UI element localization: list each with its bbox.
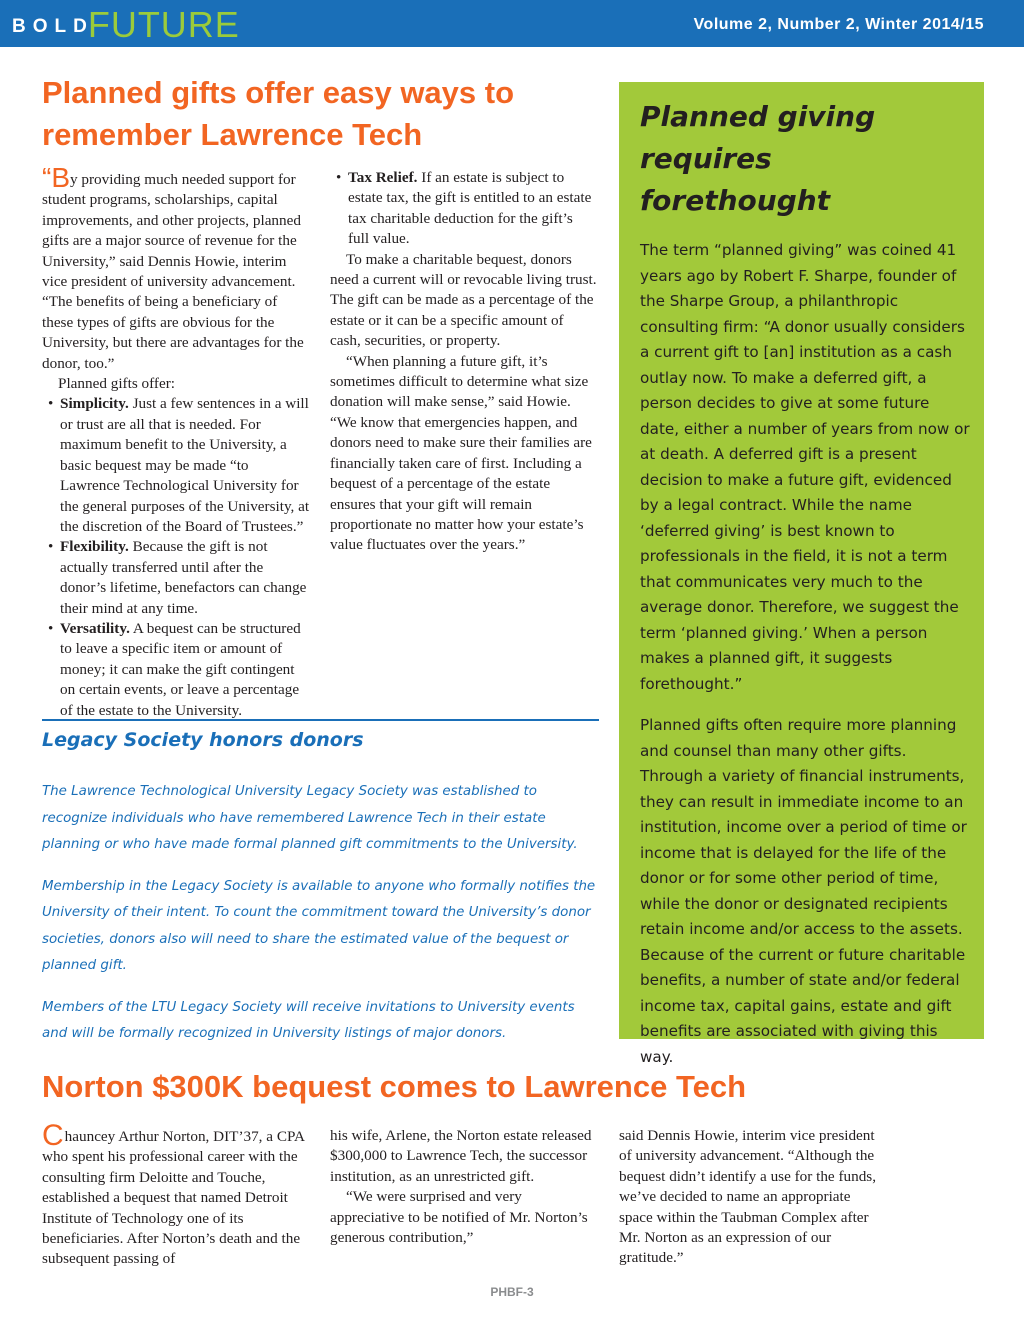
norton-column-3	[619, 1126, 887, 1269]
bullet-text: Just a few sentences in a will or trust are all that is needed. For maximum benefit to the University, a basic bequest may be made “to Lawrence Technological University for the general purposes of the University, at the discretion of the Board of Trustees.”	[60, 395, 310, 535]
norton-paragraph: his wife, Arlene, the Norton estate released $300,000 to Lawrence Tech, the successor institution, as an unrestricted gift.	[330, 1127, 592, 1185]
masthead	[0, 0, 1024, 47]
bullet-text: A bequest can be structured to leave a specific item or amount of money; it can make the gift contingent on certain events, or leave a percentage of the estate to the University.	[60, 619, 301, 719]
benefit-list	[42, 394, 312, 721]
sidebar-paragraph: Planned gifts often require more planning and counsel than many other gifts. Through a variety of financial instruments, they can result in immediate income to an institution, income over a period of time or income that is delayed for the life of the donor or for some other period of time, while the donor or designated recipients retain income and/or access to the assets. Because of the current or future charitable benefits, a number of state and/or federal income tax, capital gains, estate and gift benefits are associated with giving this way.	[640, 716, 967, 1066]
drop-cap: C	[42, 1119, 64, 1152]
brand-logo	[12, 4, 240, 44]
bullet-text: Because the gift is not actually transferred until after the donor’s lifetime, benefactors can change their mind at any time.	[60, 538, 307, 617]
norton-paragraph: “We were surprised and very appreciative to be notified of Mr. Norton’s generous contribution,”	[330, 1188, 588, 1247]
norton-headline: Norton $300K bequest comes to Lawrence Tech	[42, 1069, 747, 1104]
lead-paragraph	[42, 162, 312, 374]
section-divider	[42, 719, 599, 721]
norton-column-2	[330, 1126, 598, 1248]
bullet-text: If an estate is subject to estate tax, the gift is entitled to an estate tax charitable deduction for the gift’s full value.	[348, 169, 592, 248]
legacy-body	[42, 779, 602, 1063]
bullet-term: Flexibility.	[60, 538, 129, 556]
list-item	[60, 394, 312, 537]
bullet-term: Tax Relief.	[348, 169, 418, 186]
legacy-paragraph: Members of the LTU Legacy Society will receive invitations to University events and will be formally recognized in University listings of major donors.	[42, 999, 575, 1041]
brand-bold: BOLD	[12, 16, 94, 37]
quote-mark: “	[42, 162, 52, 193]
article-headline: Planned gifts offer easy ways to remember Lawrence Tech	[42, 75, 515, 152]
norton-paragraph: said Dennis Howie, interim vice president of university advancement. “Although the bequest didn’t identify a use for the funds, we’ve decided to name an appropriate space within the Taubman Complex after Mr. Norton as an expression of our gratitude.”	[619, 1127, 877, 1267]
norton-lead	[42, 1119, 312, 1270]
lead-text: y providing much needed support for student programs, scholarships, capital improvements, and other projects, planned gifts are a major source of revenue for the University,” said Dennis Howie, interim vice president of university advancement. “The benefits of being a beneficiary of these types of gifts are obvious for the University, but there are advantages for the donor, too.”	[42, 171, 304, 372]
quote-paragraph: “When planning a future gift, it’s sometimes difficult to determine what size donation will make sense,” said Howie. “We know that emergencies happen, and donors need to make sure their families are financially taken care of first. Including a bequest of a percentage of the estate ensures that your gift will remain proportionate no matter how your estate’s value fluctuates over the years.”	[330, 352, 592, 554]
brand-future: FUTURE	[87, 4, 240, 45]
bullet-term: Simplicity.	[60, 395, 129, 413]
sidebar-box	[619, 82, 984, 1066]
norton-column-1	[42, 1119, 312, 1270]
sidebar-paragraph: The term “planned giving” was coined 41 years ago by Robert F. Sharpe, founder of the Sharpe Group, a philanthropic consulting firm: “A donor usually considers a current gift to [an] institution as a cash outlay now. To make a deferred gift, a person decides to give at some future date, either a number of years from now or at death. A deferred gift is a present decision to make a future gift, evidenced by a legal contract. While the name ‘deferred giving’ is best known to professionals in the field, it is not a term that communicates very much to the average donor. Therefore, we suggest the term ‘planned giving.’ When a person makes a planned gift, it suggests forethought.”	[640, 241, 970, 693]
legacy-title: Legacy Society honors donors	[42, 729, 364, 751]
article-column-2	[330, 168, 597, 556]
list-item	[348, 168, 597, 250]
issue-info: Volume 2, Number 2, Winter 2014/15	[693, 16, 984, 33]
article-column-1	[42, 162, 312, 721]
benefit-list-continued	[330, 168, 597, 250]
list-item	[60, 537, 312, 619]
legacy-paragraph: Membership in the Legacy Society is available to anyone who formally notifies the University of their intent. To count the commitment toward the University’s donor societies, donors also will need to share the estimated value of the bequest or planned gift.	[42, 878, 596, 973]
list-item	[60, 619, 312, 721]
page-code: PHBF-3	[490, 1285, 534, 1299]
norton-lead-text: hauncey Arthur Norton, DIT’37, a CPA who spent his professional career with the consulting firm Deloitte and Touche, established a bequest that named Detroit Institute of Technology one of its beneficiaries. After Norton’s death and the subsequent passing of	[42, 1128, 305, 1268]
drop-cap: B	[51, 162, 71, 193]
bequest-paragraph: To make a charitable bequest, donors need a current will or revocable living trust. The gift can be made as a percentage of the estate or it can be a specific amount of cash, securities, or property.	[330, 250, 597, 350]
legacy-paragraph: The Lawrence Technological University Legacy Society was established to recognize individuals who have remembered Lawrence Tech in their estate planning or who have made formal planned gift commitments to the University.	[42, 784, 578, 852]
offer-intro: Planned gifts offer:	[58, 375, 175, 393]
sidebar-title: Planned giving requires forethought	[640, 100, 876, 217]
bullet-term: Versatility.	[60, 619, 130, 637]
